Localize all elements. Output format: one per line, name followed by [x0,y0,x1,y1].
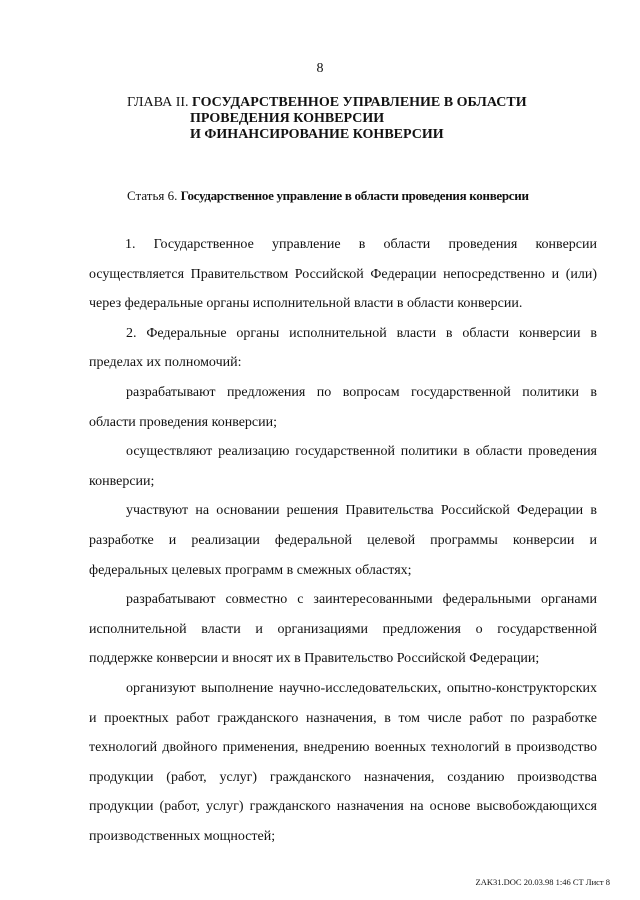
paragraph: 1. Государственное управление в области проведения конверсии осуществляется Правительством Российской Федерации непосредственно и (или) через федеральные органы исполнительной власти в области конверсии. [89,237,597,312]
paragraph: участвуют на основании решения Правительства Российской Федерации в разработке и реализации федеральной целевой программы конверсии и федеральных целевых программ в смежных областях; [89,503,597,578]
article-label: Статья 6. [127,188,178,203]
chapter-label: ГЛАВА II. [127,95,189,110]
article-title: Государственное управление в области проведения конверсии [180,188,529,203]
paragraph: осуществляют реализацию государственной политики в области проведения конверсии; [89,444,597,489]
chapter-heading [127,95,527,143]
chapter-title-line-3: И ФИНАНСИРОВАНИЕ КОНВЕРСИИ [190,127,444,142]
chapter-heading-line-1 [127,95,527,111]
paragraph: разрабатывают совместно с заинтересованными федеральными органами исполнительной власти и организациями предложения о государственной поддержке конверсии и вносят их в Правительство Российской Федерации; [89,592,597,667]
paragraph: 2. Федеральные органы исполнительной власти в области конверсии в пределах их полномочий: [89,325,597,371]
chapter-title-line-1: ГОСУДАРСТВЕННОЕ УПРАВЛЕНИЕ В ОБЛАСТИ [192,95,527,110]
paragraph: разрабатывают предложения по вопросам государственной политики в области проведения конверсии; [89,384,597,430]
paragraph: организуют выполнение научно-исследовательских, опытно-конструкторских и проектных работ гражданского назначения, в том числе работ по разработке технологий двойного применения, внедрению военных технологий в производство продукции (работ, услуг) гражданского назначения, созданию производства продукции (работ, услуг) гражданского назначения на основе высвобождающихся производственных мощностей; [89,680,597,844]
chapter-title-line-2: ПРОВЕДЕНИЯ КОНВЕРСИИ [190,111,385,126]
article-body [89,230,597,851]
page-number: 8 [316,61,324,76]
article-heading [127,188,529,204]
document-footer: ZAK31.DOC 20.03.98 1:46 СТ Лист 8 [475,877,610,887]
